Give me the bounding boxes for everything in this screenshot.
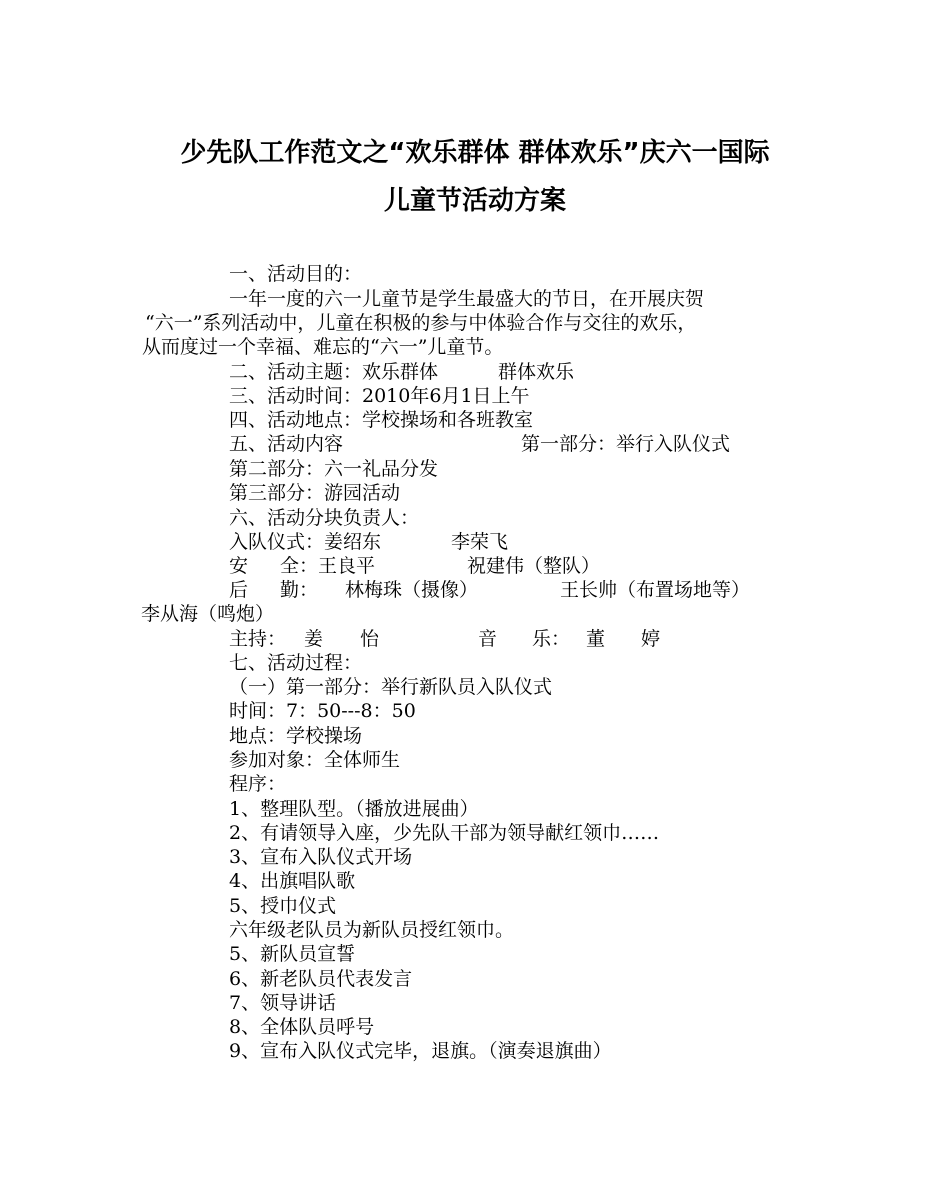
safety-label-char: 安: [229, 555, 249, 577]
document-title-line-1: 少先队工作范文之“欢乐群体 群体欢乐”庆六一国际: [180, 138, 770, 168]
content-part-2: 第二部分：六一礼品分发: [229, 458, 439, 480]
music-name-char-1: 董: [586, 628, 606, 650]
ceremony-audience: 参加对象：全体师生: [229, 749, 401, 771]
section-1-paragraph-line-1: 一年一度的六一儿童节是学生最盛大的节日，在开展庆贺: [229, 288, 705, 310]
section-7-subheading: （一）第一部分：举行新队员入队仪式: [229, 676, 553, 698]
list-item: 9、宣布入队仪式完毕，退旗。（演奏退旗曲）: [229, 1040, 612, 1062]
music-label-char-2: 乐：: [532, 628, 571, 650]
responsible-host-music: [229, 627, 661, 651]
section-7-heading: 七、活动过程：: [229, 652, 363, 674]
section-1-heading: 一、活动目的：: [229, 263, 363, 285]
list-item: 7、领导讲话: [229, 992, 337, 1014]
logistics-venue: 王长帅（布置场地等）: [560, 579, 751, 601]
section-6-heading: 六、活动分块负责人：: [229, 507, 420, 529]
section-1-paragraph-line-3: 从而度过一个幸福、难忘的“六一”儿童节。: [142, 336, 504, 358]
list-item: 4、出旗唱队歌: [229, 870, 356, 892]
list-item: 8、全体队员呼号: [229, 1016, 375, 1038]
theme-value: 群体欢乐: [498, 361, 575, 383]
list-item: 1、整理队型。（播放进展曲）: [229, 798, 479, 820]
logistics-label-char: 后: [229, 579, 249, 601]
safety-second: 祝建伟（整队）: [467, 555, 601, 577]
section-4-place: 四、活动地点：学校操场和各班教室: [229, 409, 534, 431]
music-label-char: 音: [478, 628, 498, 650]
section-1-paragraph-line-2: “六一”系列活动中，儿童在积极的参与中体验合作与交往的欢乐，: [145, 312, 697, 334]
section-2-theme: [229, 360, 575, 384]
list-item: 2、有请领导入座，少先队干部为领导献红领巾……: [229, 822, 660, 844]
responsible-safety: [229, 554, 601, 578]
logistics-firecrackers: 李从海（鸣炮）: [141, 603, 275, 625]
content-part-1: 第一部分：举行入队仪式: [521, 433, 731, 455]
ceremony-place: 地点：学校操场: [229, 725, 363, 747]
host-label: 主持：: [229, 628, 287, 650]
logistics-photographer: 林梅珠（摄像）: [345, 579, 479, 601]
logistics-label-char-2: 勤：: [280, 579, 319, 601]
section-5-content: [229, 432, 731, 456]
ceremony-lead: 入队仪式：姜绍东: [229, 531, 382, 553]
list-item: 3、宣布入队仪式开场: [229, 846, 413, 868]
list-item: 5、授巾仪式: [229, 895, 337, 917]
host-name-char-1: 姜: [304, 628, 324, 650]
document-title-line-2: 儿童节活动方案: [383, 186, 566, 216]
music-name-char-2: 婷: [641, 628, 661, 650]
list-item: 5、新队员宣誓: [229, 943, 356, 965]
responsible-logistics: [229, 578, 751, 602]
list-item: 6、新老队员代表发言: [229, 968, 413, 990]
theme-label: 二、活动主题：欢乐群体: [229, 361, 439, 383]
section-3-time: 三、活动时间：2010年6月1日上午: [229, 385, 530, 407]
content-part-3: 第三部分：游园活动: [229, 482, 401, 504]
ceremony-time: 时间：7：50---8：50: [229, 700, 416, 722]
content-label: 五、活动内容: [229, 433, 344, 455]
responsible-ceremony: [229, 530, 509, 554]
safety-lead: 全：王良平: [280, 555, 376, 577]
list-item: 六年级老队员为新队员授红领巾。: [229, 919, 515, 941]
host-name-char-2: 怡: [360, 628, 380, 650]
procedure-heading: 程序：: [229, 773, 287, 795]
ceremony-second: 李荣飞: [451, 531, 509, 553]
